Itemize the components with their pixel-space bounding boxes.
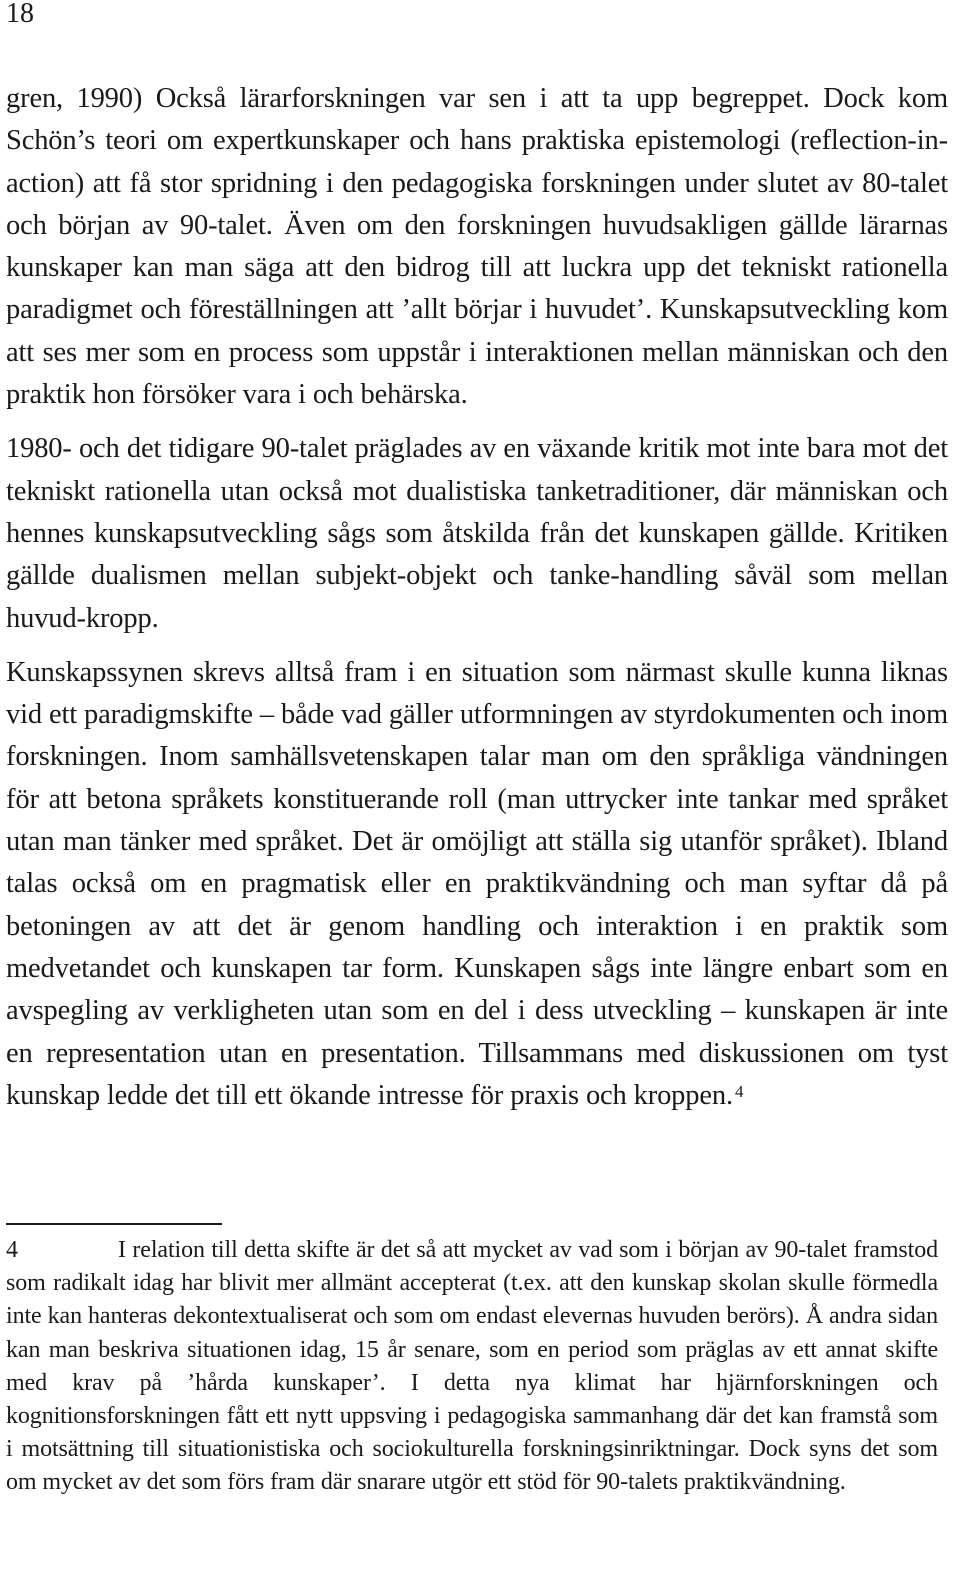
paragraph-3-text: Kunskapssynen skrevs alltså fram i en situation som närmast skulle kunna liknas vid ett paradigmskifte – både vad gäller utformningen av styrdokumenten och inom forskningen. Inom samhällsvetenskapen talar man om den språkliga vändningen för att betona språkets konstituerande roll (man uttrycker inte tankar med språket utan man tänker med språket. Det är omöjligt att ställa sig utanför språket). Ibland talas också om en pragmatisk eller en praktikvändning och man syftar då på betoningen av att det är genom handling och interaktion i en praktik som medvetandet och kunskapen tar form. Kunskapen sågs inte längre enbart som en avspegling av verkligheten utan som en del i dess utveckling – kunskapen är inte en representation utan en presentation. Tillsammans med diskussionen om tyst kunskap ledde det till ett ökande intresse för praxis och kroppen. [6, 656, 948, 1111]
page-number: 18 [6, 0, 34, 29]
paragraph-2-text: 1980- och det tidigare 90-talet präglades av en växande kritik mot inte bara mot det tekniskt rationella utan också mot dualistiska tanketraditioner, där människan och hennes kunskapsutveckling sågs som åtskilda från det kunskapen gällde. Kritiken gällde dualismen mellan subjekt-objekt och tanke-handling såväl som mellan huvud-kropp. [6, 433, 948, 634]
footnote-separator [6, 1223, 222, 1225]
paragraph-3 [6, 652, 948, 1117]
body-text [6, 78, 948, 1117]
paragraph-2 [6, 428, 948, 639]
footnote-number: 4 [6, 1237, 18, 1263]
footnote-text: I relation till detta skifte är det så att mycket av vad som i början av 90-talet framstod som radikalt idag har blivit mer allmänt accepterat (t.ex. att den kunskap skolan skulle förmedla inte kan hanteras dekontextualiserat och som om endast elevernas huvuden berörs). Å andra sidan kan man beskriva situationen idag, 15 år senare, som en period som präglas av ett annat skifte med krav på ’hårda kunskaper’. I detta nya klimat har hjärnforskningen och kognitionsforskningen fått ett nytt uppsving i pedagogiska sammanhang där det kan framstå som i motsättning till situationistiska och sociokulturella forskningsinriktningar. Dock syns det som om mycket av det som förs fram där snarare utgör ett stöd för 90-talets praktikvändning. [6, 1237, 938, 1496]
footnote-reference: 4 [734, 1081, 744, 1101]
paragraph-1-text: gren, 1990) Också lärarforskningen var sen i att ta upp begreppet. Dock kom Schön’s teori om expertkunskaper och hans praktiska epistemologi (reflection-in-action) att få stor spridning i den pedagogiska forskningen under slutet av 80-talet och början av 90-talet. Även om den forskningen huvudsakligen gällde lärarnas kunskaper kan man säga att den bidrog till att luckra upp det tekniskt rationella paradigmet och föreställningen att ’allt börjar i huvudet’. Kunskapsutveckling kom att ses mer som en process som uppstår i interaktionen mellan människan och den praktik hon försöker vara i och behärska. [6, 83, 948, 411]
footnote [6, 1234, 938, 1500]
paragraph-1 [6, 78, 948, 416]
